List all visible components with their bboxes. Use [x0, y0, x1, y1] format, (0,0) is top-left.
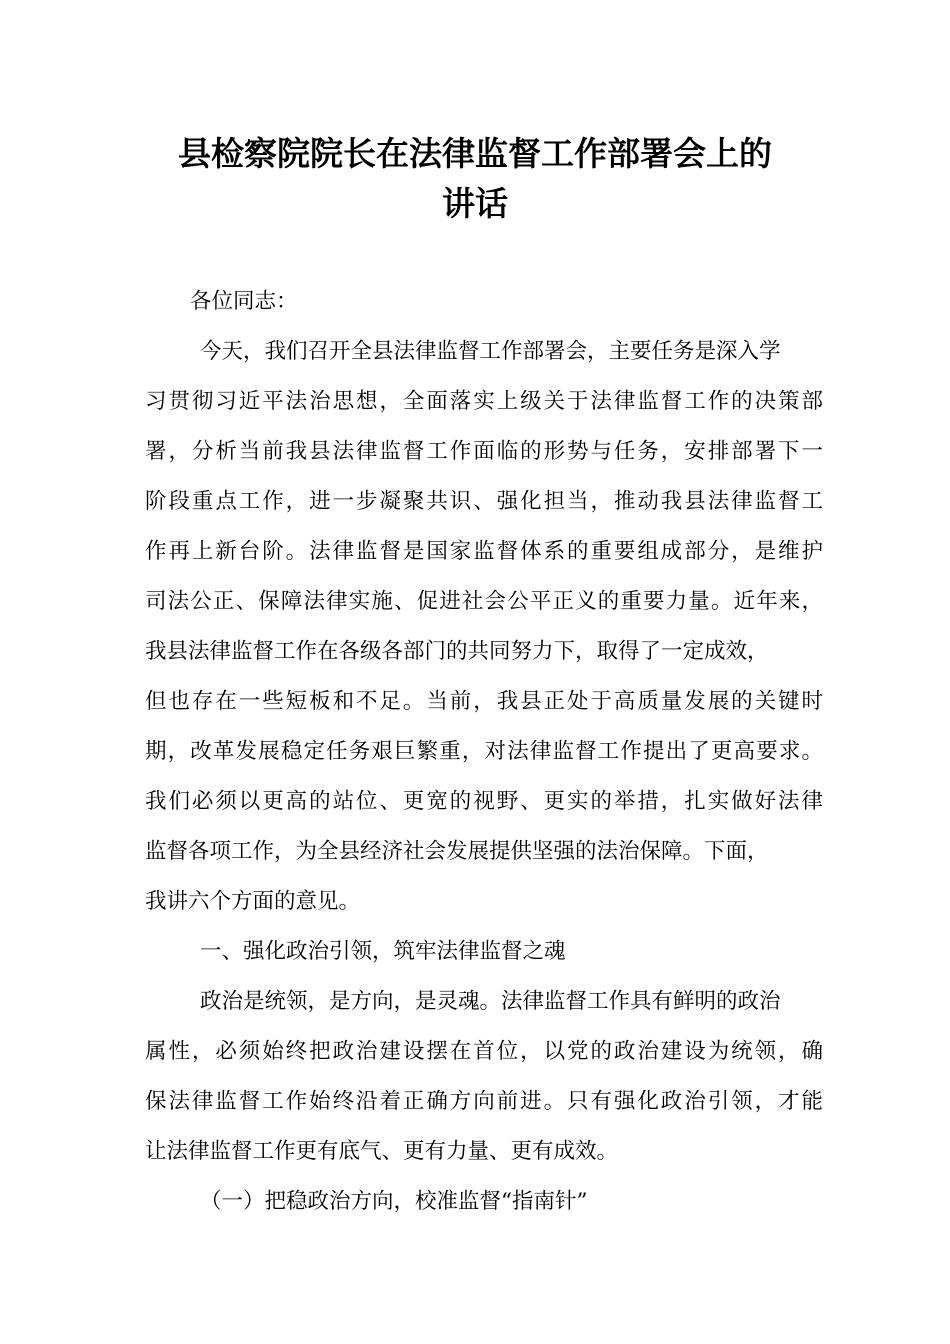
paragraph-line: 期，改革发展稳定任务艰巨繁重，对法律监督工作提出了更高要求。 [145, 739, 823, 764]
paragraph-line: 我讲六个方面的意见。 [145, 889, 361, 914]
paragraph-line: 让法律监督工作更有底气、更有力量、更有成效。 [145, 1139, 619, 1164]
paragraph-line: 监督各项工作，为全县经济社会发展提供坚强的法治保障。下面， [145, 839, 769, 864]
paragraph-line: 但也存在一些短板和不足。当前，我县正处于高质量发展的关键时 [145, 689, 823, 714]
paragraph-line: 今天，我们召开全县法律监督工作部署会，主要任务是深入学 [200, 339, 781, 364]
paragraph-line: 阶段重点工作，进一步凝聚共识、强化担当，推动我县法律监督工 [145, 489, 823, 514]
paragraph-line: 我们必须以更高的站位、更宽的视野、更实的举措，扎实做好法律 [145, 789, 823, 814]
document-title-line-1: 县检察院院长在法律监督工作部署会上的 [178, 134, 772, 173]
paragraph-line: 作再上新台阶。法律监督是国家监督体系的重要组成部分，是维护 [145, 539, 823, 564]
paragraph-line: 保法律监督工作始终沿着正确方向前进。只有强化政治引领，才能 [145, 1089, 823, 1114]
salutation: 各位同志： [190, 289, 298, 314]
paragraph-line: 习贯彻习近平法治思想，全面落实上级关于法律监督工作的决策部 [145, 389, 823, 414]
paragraph-line: 政治是统领，是方向，是灵魂。法律监督工作具有鲜明的政治 [200, 989, 781, 1014]
paragraph-line: 属性，必须始终把政治建设摆在首位，以党的政治建设为统领，确 [145, 1039, 823, 1064]
subsection-heading: （一）把稳政治方向，校准监督“指南针” [200, 1189, 588, 1214]
paragraph-line: 我县法律监督工作在各级各部门的共同努力下，取得了一定成效， [145, 639, 769, 664]
section-heading: 一、强化政治引领，筑牢法律监督之魂 [200, 939, 566, 964]
paragraph-line: 署，分析当前我县法律监督工作面临的形势与任务，安排部署下一 [145, 439, 823, 464]
document-title-line-2: 讲话 [442, 184, 508, 223]
paragraph-line: 司法公正、保障法律实施、促进社会公平正义的重要力量。近年来， [145, 589, 823, 614]
